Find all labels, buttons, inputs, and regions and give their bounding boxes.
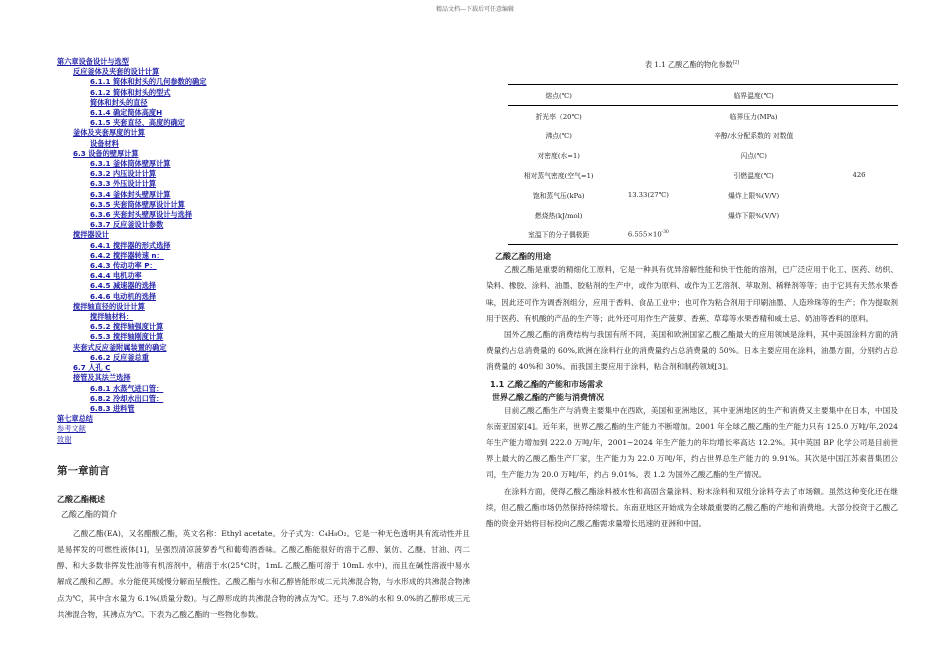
table-cell <box>820 205 898 225</box>
table-cell-text: 沸点(℃) <box>545 132 572 141</box>
table-cell-text: 闪点(℃) <box>740 152 767 161</box>
toc-link[interactable]: 6.3.4 釜体封头壁厚计算 <box>90 189 171 199</box>
table-cell-text: 燃烧热(kJ/mol) <box>534 211 583 220</box>
toc-link[interactable]: 6.4.3 传动功率 P： <box>90 261 157 271</box>
toc-link[interactable]: 6.1.5 夹套直径、高度的确定 <box>90 118 185 128</box>
table-cell-text: 辛醇/水分配系数的 对数值 <box>714 132 794 141</box>
section-title: 乙酸乙酯概述 <box>57 494 105 504</box>
use-section-title: 乙酸乙酯的用途 <box>495 252 551 262</box>
toc-link[interactable]: 6.8.3 进料管 <box>90 403 135 413</box>
table-cell <box>687 145 820 165</box>
toc-link[interactable]: 6.3.3 外压设计计算 <box>90 179 157 189</box>
table-row <box>508 165 898 185</box>
toc-link[interactable]: 6.1.2 简体和封头的型式 <box>90 87 171 97</box>
table-cell <box>820 145 898 165</box>
world-subsection-title: 世界乙酸乙酯的产能与消费情况 <box>492 393 604 403</box>
table-cell-text: 熔点(℃) <box>545 91 572 100</box>
toc-link[interactable]: 6.5.2 搅拌轴强度计算 <box>90 322 164 332</box>
table-cell <box>609 205 687 225</box>
table-cell <box>508 185 609 205</box>
table-cell <box>508 165 609 185</box>
table-cell <box>687 165 820 185</box>
table-cell <box>508 85 609 106</box>
toc-link[interactable]: 6.4.6 电动机的选择 <box>90 291 157 301</box>
table-cell <box>609 165 687 185</box>
table-cell-text: 426 <box>852 171 866 180</box>
table-cell <box>508 126 609 146</box>
table-cell <box>687 126 820 146</box>
table-cell-text: 折光率（20℃) <box>535 112 582 121</box>
toc-link[interactable]: 反应釜体及夹套的设计计算 <box>73 67 160 77</box>
world-paragraph-2: 在涂料方面，使得乙酸乙酯涂料被水性和高固含量涂料、粉末涂料和双组分涂料夺去了市场额。虽然这种变化还在继续，但乙酸乙酯市场仍然保持持续增长。东南亚地区开始成为全球最重要的乙酸乙酯的产地和消费地。大部分投资于乙酸乙酯的资金开始将目标投向乙酸乙酯需求量增长迅速的亚洲和中国。 <box>486 486 898 528</box>
toc-link[interactable]: 6.1.1 简体和封头的几何参数的确定 <box>90 77 207 87</box>
table-cell-text: 6.555×10 <box>627 230 662 239</box>
toc-link[interactable]: 6.3.5 夹套筒体壁厚设计计算 <box>90 199 185 209</box>
toc-link[interactable]: 第六章设备设计与选型 <box>57 57 129 66</box>
table-cell <box>609 85 687 106</box>
table-row <box>508 225 898 245</box>
table-cell <box>687 225 820 245</box>
table-cell <box>508 225 609 245</box>
table-cell-text: 相对蒸气密度(空气=1) <box>523 172 594 181</box>
toc-link[interactable]: 6.8.2 冷却水出口管： <box>90 393 164 403</box>
table-cell-text: 爆炸上限%(V/V) <box>728 191 780 200</box>
table-row <box>508 105 898 125</box>
table-cell <box>687 105 820 125</box>
toc-link[interactable]: 6.4.4 电机功率 <box>90 271 142 281</box>
toc-link[interactable]: 6.4.1 搅拌器的形式选择 <box>90 240 171 250</box>
market-section-title: 1.1 乙酸乙酯的产能和市场需求 <box>490 380 603 390</box>
world-paragraph-1: 目前乙酸乙酯生产与消费主要集中在西欧，美国和亚洲地区，其中亚洲地区的生产和消费又主要集中在日本，中国及东南亚国家[4]。近年来，世界乙酸乙酯的生产能力不断增加。2001 年全球乙酸乙酯的生产能力只有 125.0 万吨/年,2024 年生产能力增加到 222.0 万吨/年，2001~2024 年生产能力的年均增长率高达 12.2%。其中英国 BP 化学公司是目前世界上最大的乙酸乙酯生产厂家，生产能力为 22.0 万吨/年，约占世界总生产能力的 9.91%。其次是中国江苏索普集团公司，生产能力为 20.0 万吨/年，约占 9.01%。表 1.2 为国外乙酸乙酯的生产情况。 <box>486 406 898 480</box>
toc-link[interactable]: 接管及其法兰选择 <box>73 373 131 383</box>
chapter-title: 第一章前言 <box>57 464 110 477</box>
use-paragraph-2: 国外乙酸乙酯的消费结构与我国有所不同，美国和欧洲国家乙酸乙酯最大的应用领域是涂料，其中美国涂料方面的消费量约占总消费量的 60%,欧洲在涂料行业的消费量约占总消费量的 50%。日本主要应用在涂料，油墨方面，分别约占总消费量的 40%和 30%。而我国主要应用于涂料，粘合剂和制药领域[3]。 <box>486 329 898 371</box>
table-cell-text: 临界压力(MPa) <box>729 112 778 121</box>
table-cell <box>820 105 898 125</box>
subsection-title: 乙酸乙酯的简介 <box>61 509 117 519</box>
toc-link[interactable]: 6.4.5 减速器的选择 <box>90 281 157 291</box>
toc-link[interactable]: 搅拌器设计 <box>73 230 109 240</box>
toc-link[interactable]: 6.3 设备的壁厚计算 <box>73 148 139 158</box>
table-cell-text: 临界温度(℃) <box>733 91 774 100</box>
table-cell <box>609 225 687 245</box>
toc-link[interactable]: 6.7 人孔 C <box>73 363 111 373</box>
toc-link[interactable]: 6.4.2 搅拌器转速 n： <box>90 250 164 260</box>
table-cell-text: 饱和蒸气压(kPa) <box>532 191 585 200</box>
table-caption-ref: [2] <box>732 60 740 66</box>
table-row <box>508 126 898 146</box>
toc-link[interactable]: 6.6.2 反应釜总重 <box>90 352 149 362</box>
table-row <box>508 85 898 106</box>
toc-link[interactable]: 6.3.2 内压设计计算 <box>90 169 157 179</box>
table-caption <box>486 60 898 70</box>
page-header-watermark: 精品文档---下载后可任意编辑 <box>435 6 515 13</box>
toc-link[interactable]: 设备材料 <box>90 138 119 148</box>
table-cell-text: 13.33(27℃) <box>627 190 669 199</box>
toc-link[interactable]: 6.8.1 水蒸气进口管： <box>90 383 164 393</box>
toc-link[interactable]: 简体和封头的直径 <box>90 97 148 107</box>
table-cell <box>687 185 820 205</box>
table-row <box>508 185 898 205</box>
right-column <box>486 57 898 532</box>
table-cell <box>609 185 687 205</box>
table-cell <box>687 205 820 225</box>
table-cell <box>820 126 898 146</box>
toc-link[interactable]: 6.1.4 确定简体高度H <box>90 108 163 118</box>
table-cell-text: 室温下的分子偶极距 <box>528 231 590 240</box>
toc-link[interactable]: 6.3.7 反应釜设计参数 <box>90 220 164 230</box>
toc-link[interactable]: 搅拌轴直径的设计计算 <box>73 301 145 311</box>
table-cell <box>820 225 898 245</box>
toc-link[interactable]: 致谢 <box>57 434 72 444</box>
table-cell <box>609 126 687 146</box>
properties-table <box>508 84 898 245</box>
table-cell <box>609 105 687 125</box>
intro-paragraph: 乙酸乙酯(EA)，又名醋酸乙酯，英文名称：Ethyl acetate。分子式为：C₄H₈O₂。它是一种无色透明具有流动性并且是易挥发的可燃性液体[1]，呈强烈清凉菠萝香气和葡萄酒香味。乙酸乙酯能很好的溶于乙醇、氯仿、乙醚、甘油、丙二醇、和大多数非挥发性油等有机溶剂中，稍溶于水(25°C时，1mL 乙酸乙酯可溶于 10mL 水中)，而且在碱性溶液中易水解成乙酸和乙醇。水分能使其缓慢分解而呈酸性。乙酸乙酯与水和乙醇皆能形成二元共沸混合物，与水形成的共沸混合物沸点为℃，其中含水量为 6.1%(质量分数)。与乙醇形成的共沸混合物的沸点为℃。还与 7.8%的水和 9.0%的乙醇形成三元共沸混合物，其沸点为℃。下表为乙酸乙酯的一些物化参数。 <box>57 528 470 619</box>
table-cell <box>508 105 609 125</box>
table-cell <box>820 85 898 106</box>
table-row <box>508 145 898 165</box>
table-cell <box>820 185 898 205</box>
table-cell-text: 对密度(水=1) <box>537 152 580 161</box>
toc-link[interactable]: 第七章总结 <box>57 414 93 424</box>
toc-link[interactable]: 釜体及夹套厚度的计算 <box>73 128 145 138</box>
toc-link[interactable]: 参考文献 <box>57 424 86 434</box>
table-cell <box>820 165 898 185</box>
table-cell <box>687 85 820 106</box>
left-column <box>57 57 470 623</box>
dipole-exponent: -30 <box>661 230 669 236</box>
table-cell <box>508 205 609 225</box>
table-cell <box>508 145 609 165</box>
table-cell <box>609 145 687 165</box>
toc-link[interactable]: 6.5.3 搅拌轴刚度计算 <box>90 332 164 342</box>
use-paragraph-1: 乙酸乙酯是重要的精细化工原料，它是一种具有优异溶解性能和快干性能的溶剂，已广泛应用于化工、医药、纺织、染料、橡胶、涂料、油墨、胶粘剂的生产中，或作为原料、或作为工艺溶剂、萃取剂、稀释剂等等；由于它具有天然水果香味，因此还可作为调香剂组分，应用于香料、食品工业中；也可作为粘合剂用于印刷油墨、人造珍珠等的生产；作为提取剂 用于医药、有机酸的产品的生产等；此外还可用作生产菠萝、香蕉、草莓等水果香精和威士忌、奶油等香料的原料。 <box>486 265 898 323</box>
toc-link[interactable]: 夹套式反应釜附属装置的确定 <box>73 342 167 352</box>
toc-link[interactable]: 6.3.1 釜体筒体壁厚计算 <box>90 159 171 169</box>
table-of-contents <box>57 57 470 445</box>
table-cell-text: 引燃温度(℃) <box>733 172 774 181</box>
table-caption-text: 表 1.1 乙酸乙酯的物化参数 <box>644 60 733 69</box>
toc-link[interactable]: 6.3.6 夹套封头壁厚设计与选择 <box>90 210 193 220</box>
table-cell-text: 爆炸下限%(V/V) <box>728 211 780 220</box>
table-row <box>508 205 898 225</box>
toc-link[interactable]: 搅拌轴材料： <box>90 312 134 322</box>
